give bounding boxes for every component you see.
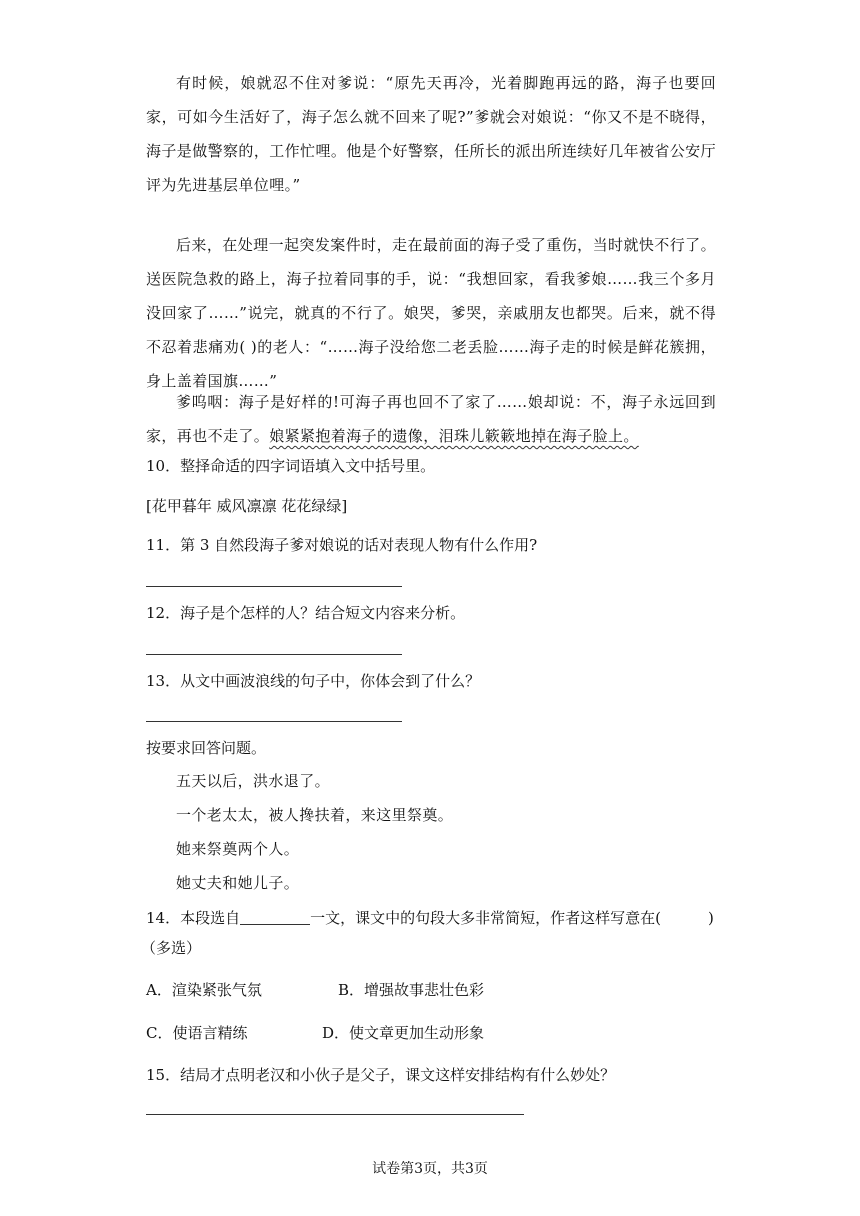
answer-line-11[interactable] xyxy=(146,586,402,587)
excerpt-line-1: 五天以后，洪水退了。 xyxy=(176,772,331,790)
passage-paragraph-1: 有时候，娘就忍不住对爹说：“原先天再冷，光着脚跑再远的路，海子也要回家，可如今生活好了，海子怎么就不回来了呢?”爹就会对娘说：“你又不是不晓得，海子是做警察的，工作忙哩。他是个好警察，任所长的派出所连续好几年被省公安厅评为先进基层单位哩。” xyxy=(146,74,716,194)
passage-paragraph-2 xyxy=(146,228,716,398)
instruction-text: 按要求回答问题。 xyxy=(146,739,267,757)
question-14-multi-select-note: （多选） xyxy=(141,939,202,957)
answer-blank-parentheses[interactable]: ( ) xyxy=(239,338,258,356)
answer-line-12[interactable] xyxy=(146,654,402,655)
question-10: 10．整择命适的四字词语填入文中括号里。 xyxy=(146,457,436,475)
paragraph-3-text: 爹呜咽：海子是好样的!可海子再也回不了家了……娘却说：不，海子永远回到家，再也不走了。 xyxy=(146,393,716,445)
question-14 xyxy=(146,907,661,929)
option-a[interactable]: A．渲染紧张气氛 xyxy=(146,981,262,999)
question-14-close-paren: ) xyxy=(708,909,714,927)
wavy-underlined-sentence: 娘紧紧抱着海子的遗像，泪珠儿簌簌地掉在海子脸上。 xyxy=(269,427,639,445)
excerpt-line-3: 她来祭奠两个人。 xyxy=(176,840,300,858)
answer-blank-title[interactable] xyxy=(240,910,310,925)
excerpt-line-2: 一个老太太，被人搀扶着，来这里祭奠。 xyxy=(176,806,454,824)
answer-line-15[interactable] xyxy=(146,1114,524,1115)
option-b[interactable]: B．增强故事悲壮色彩 xyxy=(338,981,485,999)
option-c[interactable]: C．使语言精练 xyxy=(146,1024,248,1042)
question-13: 13．从文中画波浪线的句子中，你体会到了什么？ xyxy=(146,672,481,690)
question-14-text: 一文，课文中的句段大多非常简短，作者这样写意在( xyxy=(310,909,661,927)
option-d[interactable]: D．使文章更加生动形象 xyxy=(322,1024,485,1042)
excerpt-line-4: 她丈夫和她儿子。 xyxy=(176,874,300,892)
question-14-prefix: 14．本段选自 xyxy=(146,909,241,927)
answer-line-13[interactable] xyxy=(146,721,402,722)
question-11: 11．第 3 自然段海子爹对娘说的话对表现人物有什么作用? xyxy=(146,536,538,554)
paragraph-2-text-after: 的老人：“……海子没给您二老丢脸……海子走的时候是鲜花簇拥，身上盖着国旗……” xyxy=(146,338,716,390)
question-10-word-options: [花甲暮年 威风凛凛 花花绿绿] xyxy=(146,497,348,515)
question-15: 15．结局才点明老汉和小伙子是父子，课文这样安排结构有什么妙处？ xyxy=(146,1066,616,1084)
passage-paragraph-3 xyxy=(146,385,716,453)
page-footer: 试卷第3页，共3页 xyxy=(372,1161,488,1177)
paragraph-2-text-before: 后来，在处理一起突发案件时，走在最前面的海子受了重伤，当时就快不行了。送医院急救的路上，海子拉着同事的手，说：“我想回家，看我爹娘……我三个多月没回家了……”说完，就真的不行了。娘哭，爹哭，亲戚朋友也都哭。后来，就不得不忍着悲痛劝 xyxy=(146,236,716,356)
question-12: 12．海子是个怎样的人？结合短文内容来分析。 xyxy=(146,604,466,622)
